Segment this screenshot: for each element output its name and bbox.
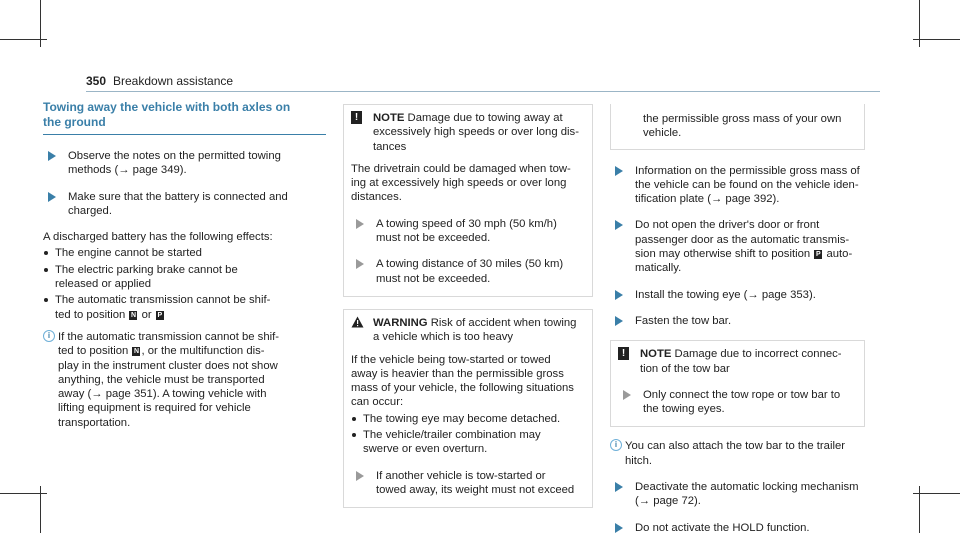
step <box>43 149 326 178</box>
text-line: anything, the vehicle must be transported <box>58 373 265 386</box>
text-line: the permissible gross mass of your own <box>643 113 842 125</box>
text-line: can occur: <box>351 396 404 409</box>
text-line: The vehicle/trailer combination may <box>363 429 541 442</box>
bullet-dot <box>352 417 356 421</box>
header-rule <box>86 91 880 92</box>
note-label: NOTE <box>640 348 672 361</box>
text-line: a vehicle which is too heavy <box>373 331 514 344</box>
text: Damage due to incorrect connec- <box>674 348 842 361</box>
text-line <box>635 247 865 261</box>
text-line: Deactivate the automatic locking mechanism <box>635 481 859 494</box>
page-number: 350 <box>86 74 107 88</box>
gear-p-icon: P <box>157 311 163 319</box>
text-line: If another vehicle is tow-started or <box>376 469 546 482</box>
crop-mark <box>0 39 47 40</box>
text: or <box>141 308 152 321</box>
step <box>610 218 865 275</box>
heading-line: the ground <box>43 115 106 129</box>
triangle-bullet-icon <box>615 316 623 326</box>
triangle-bullet-icon <box>356 471 364 481</box>
text-line: transportation. <box>58 416 131 429</box>
text-line <box>58 344 326 358</box>
note-heading <box>618 347 857 376</box>
warning-box <box>343 309 593 508</box>
text-line: ing at excessively high speeds or over long <box>351 177 567 190</box>
warning-heading <box>351 316 585 345</box>
text-line: away is heavier than the permissible gross <box>351 367 564 380</box>
paragraph: A discharged battery has the following effects: <box>43 231 273 244</box>
text-line: swerve or even overturn. <box>363 443 488 456</box>
text-line: the vehicle can be found on the vehicle iden- <box>635 178 859 191</box>
triangle-bullet-icon <box>615 166 623 176</box>
text-line: Make sure that the battery is connected and <box>68 190 288 203</box>
page-ref-link[interactable]: tification plate (→ page 392). <box>635 193 780 206</box>
heading-rule <box>43 134 326 135</box>
text-line: The engine cannot be started <box>55 247 202 260</box>
heading-line: Towing away the vehicle with both axles on <box>43 100 291 114</box>
triangle-bullet-icon <box>48 192 56 202</box>
column-3 <box>610 104 865 547</box>
text-line <box>55 308 326 322</box>
triangle-bullet-icon <box>356 219 364 229</box>
list-item <box>43 263 326 292</box>
warning-box-continued <box>610 104 865 150</box>
text: auto- <box>826 248 853 261</box>
text-line: lifting equipment is required for vehicle <box>58 402 251 415</box>
step <box>610 164 865 207</box>
text-line: Information on the permissible gross mass of <box>635 164 860 177</box>
text-line: If the automatic transmission cannot be shif- <box>58 330 280 343</box>
section-title: Breakdown assistance <box>113 74 234 88</box>
text-line: distances. <box>351 191 402 204</box>
list-item <box>351 428 585 457</box>
page-ref-link[interactable]: Install the towing eye (→ page 353). <box>635 288 816 301</box>
text: Damage due to towing away at <box>407 112 563 124</box>
crop-mark <box>0 493 47 494</box>
text-line: Only connect the tow rope or tow bar to <box>643 388 841 401</box>
text-line: excessively high speeds or over long dis- <box>373 126 579 139</box>
text-line: A towing distance of 30 miles (50 km) <box>376 258 564 271</box>
text-line: vehicle. <box>643 127 682 140</box>
step <box>351 469 585 498</box>
exclamation-icon: ! <box>351 111 362 124</box>
bullet-dot <box>44 298 48 302</box>
triangle-bullet-icon <box>615 482 623 492</box>
triangle-bullet-icon <box>615 290 623 300</box>
text-line: The automatic transmission cannot be shif- <box>55 294 271 307</box>
info-icon: i <box>610 439 622 451</box>
text-line: Fasten the tow bar. <box>635 314 732 327</box>
triangle-bullet-icon <box>615 220 623 230</box>
note-box <box>343 104 593 297</box>
triangle-bullet-icon <box>356 259 364 269</box>
text-line: towed away, its weight must not exceed <box>376 483 575 496</box>
step <box>618 388 857 417</box>
text-line: The towing eye may become detached. <box>363 412 561 425</box>
triangle-bullet-icon <box>615 523 623 533</box>
info-icon: i <box>43 330 55 342</box>
step <box>610 288 865 302</box>
heading <box>43 100 326 130</box>
note-box <box>610 340 865 427</box>
text: ted to position <box>58 345 129 358</box>
text-line: If the vehicle being tow-started or towed <box>351 353 551 366</box>
column-2 <box>343 104 593 520</box>
step <box>351 257 585 286</box>
text-line: passenger door as the automatic transmis- <box>635 233 850 246</box>
text-line: must not be exceeded. <box>376 272 491 285</box>
step <box>351 217 585 246</box>
text-line: hitch. <box>625 454 653 467</box>
text-line: tion of the tow bar <box>640 362 730 375</box>
text: ted to position <box>55 308 126 321</box>
gear-n-icon: N <box>130 311 137 319</box>
text-line: The electric parking brake cannot be <box>55 263 238 276</box>
triangle-bullet-icon <box>48 151 56 161</box>
list-item <box>43 246 326 260</box>
text: sion may otherwise shift to position <box>635 248 811 261</box>
info-note <box>610 439 865 468</box>
list-item <box>351 412 585 426</box>
note-label: NOTE <box>373 112 405 124</box>
text-line: must not be exceeded. <box>376 232 491 245</box>
bullet-dot <box>352 433 356 437</box>
text-line: Observe the notes on the permitted towing <box>68 150 281 162</box>
text-line: play in the instrument cluster does not show <box>58 359 278 372</box>
info-note <box>43 330 326 430</box>
text-line: matically. <box>635 262 682 275</box>
warning-triangle-icon <box>351 316 364 328</box>
text-line: released or applied <box>55 278 152 291</box>
page-ref-link[interactable]: away (→ page 351). A towing vehicle with <box>58 388 267 401</box>
page-ref-link[interactable]: (→ page 72). <box>635 495 701 508</box>
text-line: Do not open the driver's door or front <box>635 219 820 232</box>
crop-mark <box>913 39 960 40</box>
text-line: You can also attach the tow bar to the trailer <box>625 440 846 453</box>
text-line: Do not activate the HOLD function. <box>635 521 810 534</box>
text-line: mass of your vehicle, the following situations <box>351 382 574 395</box>
text-line: A towing speed of 30 mph (50 km/h) <box>376 217 557 230</box>
list-item <box>43 293 326 322</box>
bullet-dot <box>44 268 48 272</box>
gear-n-icon: N <box>133 348 140 356</box>
text: Risk of accident when towing <box>430 316 577 329</box>
step <box>43 190 326 219</box>
warning-label: WARNING <box>373 316 428 329</box>
text-line: The drivetrain could be damaged when tow- <box>351 162 571 175</box>
note-heading <box>351 111 585 154</box>
triangle-bullet-icon <box>623 390 631 400</box>
page-ref-link[interactable]: methods (→ page 349). <box>68 164 187 177</box>
text-line: tances <box>373 140 407 153</box>
exclamation-icon: ! <box>618 347 629 360</box>
text: , or the multifunction dis- <box>141 345 265 358</box>
text-line: charged. <box>68 204 112 217</box>
step <box>610 480 865 509</box>
text-line: the towing eyes. <box>643 403 725 416</box>
column-1 <box>43 100 326 430</box>
gear-p-icon: P <box>815 251 821 259</box>
bullet-dot <box>44 251 48 255</box>
crop-mark <box>913 493 960 494</box>
step <box>610 314 865 328</box>
